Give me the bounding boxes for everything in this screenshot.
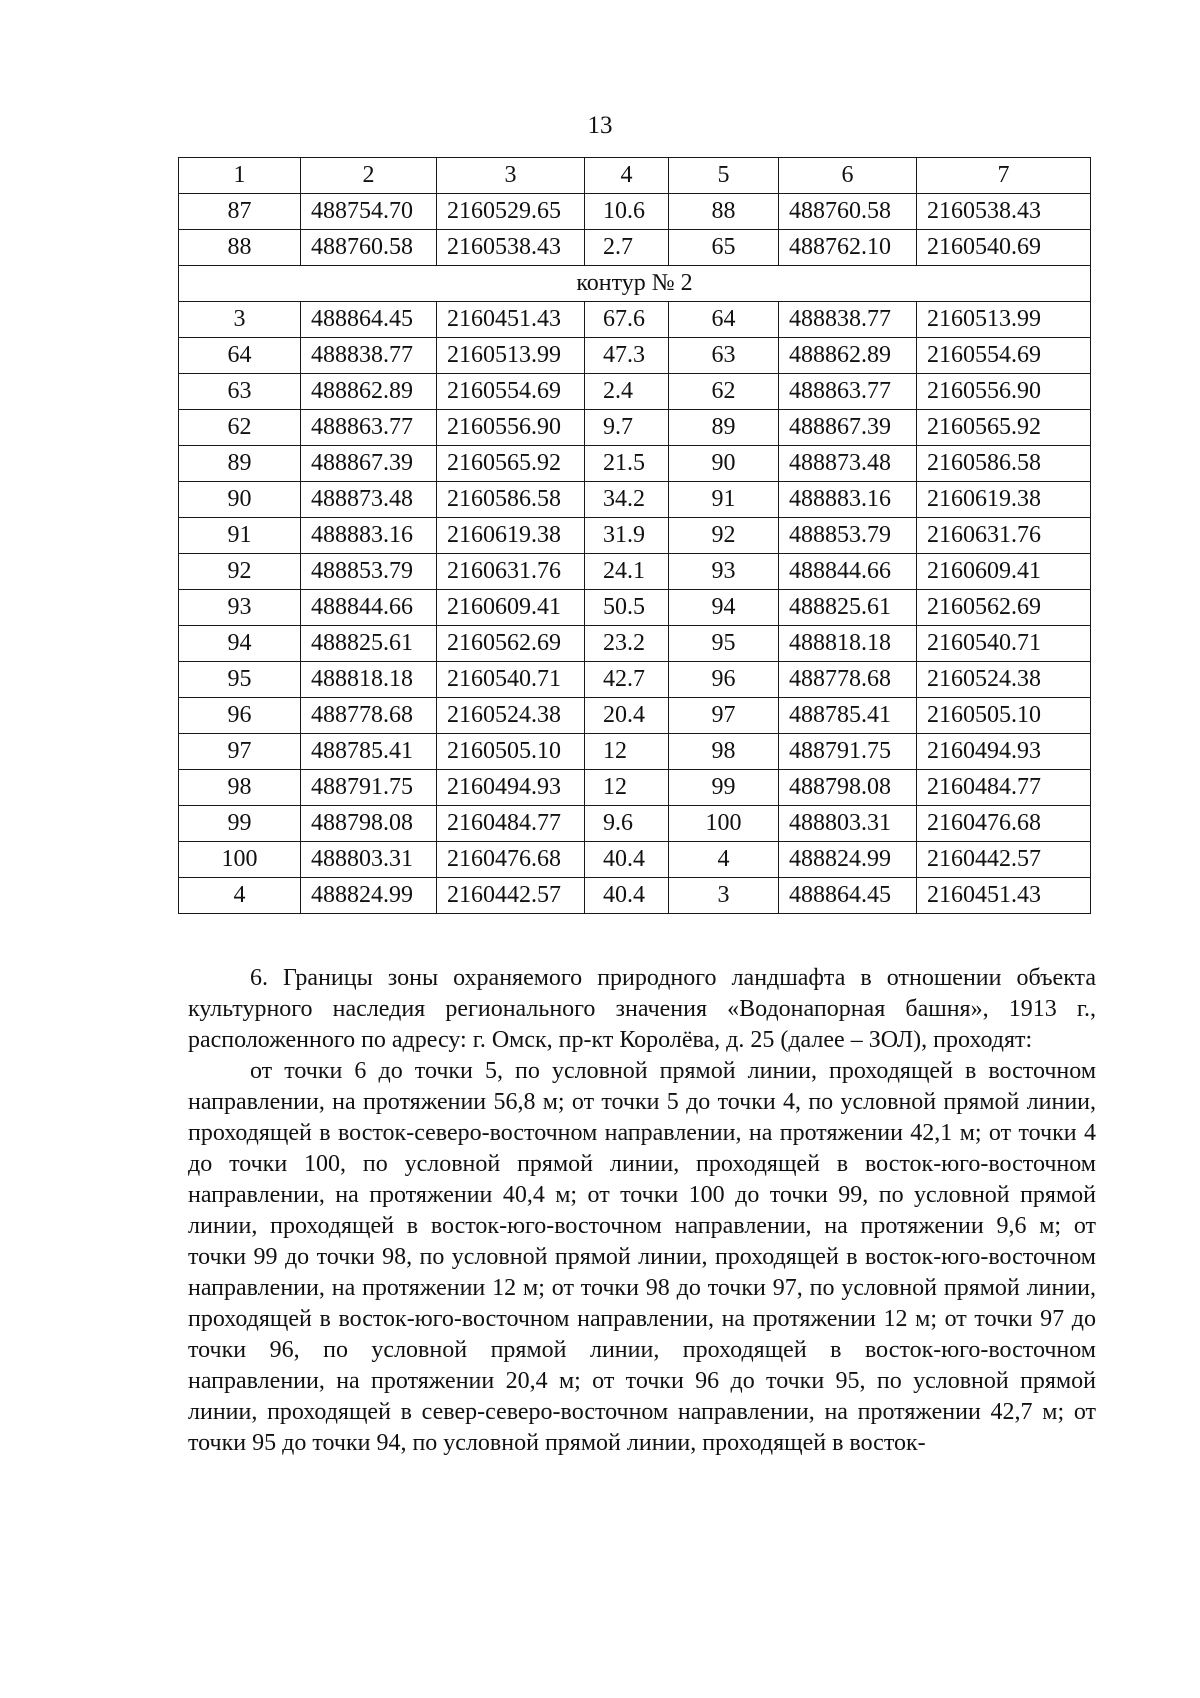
column-header: 3 [437,158,585,194]
table-row [179,590,1091,626]
table-cell: 23.2 [585,626,669,662]
table-cell: 97 [669,698,779,734]
table-cell: 88 [179,230,301,266]
table-row [179,410,1091,446]
table-body [179,158,1091,914]
table-cell: 488867.39 [301,446,437,482]
table-cell: 2160513.99 [437,338,585,374]
table-row [179,374,1091,410]
table-cell: 4 [179,878,301,914]
table-cell: 2160442.57 [437,878,585,914]
section-title: контур № 2 [179,266,1091,302]
table-cell: 3 [179,302,301,338]
table-cell: 488862.89 [779,338,917,374]
table-row [179,734,1091,770]
table-row [179,194,1091,230]
table-cell: 96 [179,698,301,734]
table-cell: 2160609.41 [917,554,1091,590]
table-cell: 67.6 [585,302,669,338]
table-cell: 10.6 [585,194,669,230]
table-cell: 2160540.69 [917,230,1091,266]
table-cell: 64 [179,338,301,374]
table-cell: 2160586.58 [437,482,585,518]
table-cell: 87 [179,194,301,230]
table-cell: 488824.99 [301,878,437,914]
table-cell: 488883.16 [779,482,917,518]
table-cell: 65 [669,230,779,266]
page-number: 13 [587,112,613,139]
table-cell: 64 [669,302,779,338]
table-cell: 88 [669,194,779,230]
table-cell: 99 [179,806,301,842]
table-cell: 2160494.93 [917,734,1091,770]
table-cell: 488818.18 [779,626,917,662]
table-cell: 2160484.77 [917,770,1091,806]
table-cell: 2160556.90 [437,410,585,446]
table-cell: 47.3 [585,338,669,374]
table-cell: 2160631.76 [437,554,585,590]
table-cell: 34.2 [585,482,669,518]
table-row [179,770,1091,806]
table-cell: 488825.61 [301,626,437,662]
table-cell: 2160524.38 [917,662,1091,698]
table-cell: 94 [669,590,779,626]
table-cell: 2160513.99 [917,302,1091,338]
table-cell: 2160538.43 [437,230,585,266]
paragraph-boundary-description: от точки 6 до точки 5, по условной прямой линии, проходящей в восточном направлении, на протяжении 56,8 м; от точки 5 до точки 4, по условной прямой линии, проходящей в восток-северо-восточном направлении, на протяжении 42,1 м; от точки 4 до точки 100, по условной прямой линии, проходящей в восток-юго-восточном направлении, на протяжении 40,4 м; от точки 100 до точки 99, по условной прямой линии, проходящей в восток-юго-восточном направлении, на протяжении 9,6 м; от точки 99 до точки 98, по условной прямой линии, проходящей в восток-юго-восточном направлении, на протяжении 12 м; от точки 98 до точки 97, по условной прямой линии, проходящей в восток-юго-восточном направлении, на протяжении 12 м; от точки 97 до точки 96, по условной прямой линии, проходящей в восток-юго-восточном направлении, на протяжении 20,4 м; от точки 96 до точки 95, по условной прямой линии, проходящей в север-северо-восточном направлении, на протяжении 42,7 м; от точки 95 до точки 94, по условной прямой линии, проходящей в восток- [188,1058,1096,1456]
table-cell: 63 [179,374,301,410]
table-cell: 89 [179,446,301,482]
table-cell: 2160631.76 [917,518,1091,554]
table-cell: 62 [669,374,779,410]
table-cell: 488883.16 [301,518,437,554]
column-header: 2 [301,158,437,194]
table-cell: 488778.68 [779,662,917,698]
table-cell: 488824.99 [779,842,917,878]
table-cell: 2160609.41 [437,590,585,626]
table-cell: 2160538.43 [917,194,1091,230]
table-cell: 93 [669,554,779,590]
table-cell: 63 [669,338,779,374]
table-row [179,338,1091,374]
table-cell: 9.7 [585,410,669,446]
table-cell: 2160562.69 [437,626,585,662]
table-cell: 9.6 [585,806,669,842]
table-cell: 90 [179,482,301,518]
table-cell: 2160540.71 [437,662,585,698]
table-row [179,662,1091,698]
table-cell: 2160529.65 [437,194,585,230]
table-cell: 2160540.71 [917,626,1091,662]
table-cell: 488803.31 [301,842,437,878]
table-cell: 488798.08 [301,806,437,842]
table-cell: 12 [585,770,669,806]
table-row [179,878,1091,914]
table-cell: 2160565.92 [917,410,1091,446]
table-row [179,302,1091,338]
table-cell: 4 [669,842,779,878]
table-cell: 2160451.43 [437,302,585,338]
table-cell: 92 [669,518,779,554]
table-row [179,698,1091,734]
table-cell: 488778.68 [301,698,437,734]
table-cell: 488760.58 [301,230,437,266]
table-cell: 2160586.58 [917,446,1091,482]
table-row [179,230,1091,266]
table-cell: 488798.08 [779,770,917,806]
column-header: 6 [779,158,917,194]
table-cell: 488762.10 [779,230,917,266]
table-cell: 62 [179,410,301,446]
table-cell: 488803.31 [779,806,917,842]
table-cell: 488791.75 [301,770,437,806]
table-cell: 94 [179,626,301,662]
table-cell: 21.5 [585,446,669,482]
table-cell: 40.4 [585,842,669,878]
table-cell: 488791.75 [779,734,917,770]
table-cell: 2160554.69 [437,374,585,410]
table-cell: 488867.39 [779,410,917,446]
table-cell: 99 [669,770,779,806]
table-cell: 31.9 [585,518,669,554]
table-cell: 488754.70 [301,194,437,230]
table-cell: 42.7 [585,662,669,698]
table-cell: 2160451.43 [917,878,1091,914]
table-header-row [179,158,1091,194]
table-cell: 488863.77 [779,374,917,410]
table-cell: 2160494.93 [437,770,585,806]
table-cell: 488853.79 [779,518,917,554]
table-cell: 2160484.77 [437,806,585,842]
table-cell: 2160619.38 [917,482,1091,518]
table-cell: 96 [669,662,779,698]
table-cell: 100 [669,806,779,842]
table-cell: 488785.41 [779,698,917,734]
table-cell: 2160476.68 [917,806,1091,842]
table-row [179,626,1091,662]
coordinates-table [178,157,1091,914]
table-cell: 91 [179,518,301,554]
table-cell: 488785.41 [301,734,437,770]
table-row [179,446,1091,482]
table-cell: 2160554.69 [917,338,1091,374]
table-cell: 2160619.38 [437,518,585,554]
table-cell: 91 [669,482,779,518]
paragraph-zone-boundaries: 6. Границы зоны охраняемого природного ландшафта в отношении объекта культурного наследия регионального значения «Водонапорная башня», 1913 г., расположенного по адресу: г. Омск, пр-кт Королёва, д. 25 (далее – ЗОЛ), проходят: [188,965,1096,1053]
table-cell: 2160556.90 [917,374,1091,410]
table-cell: 2160562.69 [917,590,1091,626]
table-cell: 89 [669,410,779,446]
table-cell: 2160505.10 [437,734,585,770]
table-cell: 2160524.38 [437,698,585,734]
table-cell: 488873.48 [779,446,917,482]
table-cell: 2160565.92 [437,446,585,482]
table-cell: 24.1 [585,554,669,590]
table-cell: 20.4 [585,698,669,734]
table-cell: 90 [669,446,779,482]
table-row [179,842,1091,878]
table-cell: 92 [179,554,301,590]
table-row [179,518,1091,554]
table-cell: 488838.77 [301,338,437,374]
table-cell: 98 [669,734,779,770]
table-cell: 12 [585,734,669,770]
table-cell: 488873.48 [301,482,437,518]
table-cell: 488864.45 [779,878,917,914]
table-cell: 488838.77 [779,302,917,338]
table-cell: 488853.79 [301,554,437,590]
table-cell: 488862.89 [301,374,437,410]
table-row [179,482,1091,518]
column-header: 7 [917,158,1091,194]
table-cell: 488864.45 [301,302,437,338]
column-header: 5 [669,158,779,194]
table-cell: 3 [669,878,779,914]
table-cell: 98 [179,770,301,806]
body-text [188,963,1096,1459]
table-cell: 100 [179,842,301,878]
table-cell: 2160505.10 [917,698,1091,734]
column-header: 1 [179,158,301,194]
table-cell: 40.4 [585,878,669,914]
column-header: 4 [585,158,669,194]
table-row [179,806,1091,842]
table-cell: 488818.18 [301,662,437,698]
table-cell: 2160442.57 [917,842,1091,878]
table-cell: 95 [669,626,779,662]
table-cell: 488825.61 [779,590,917,626]
table-cell: 2160476.68 [437,842,585,878]
table-cell: 95 [179,662,301,698]
table-row [179,554,1091,590]
table-cell: 2.4 [585,374,669,410]
table-cell: 50.5 [585,590,669,626]
table-cell: 2.7 [585,230,669,266]
table-cell: 488863.77 [301,410,437,446]
section-row [179,266,1091,302]
table-cell: 488760.58 [779,194,917,230]
table-cell: 488844.66 [301,590,437,626]
table-cell: 488844.66 [779,554,917,590]
table-cell: 97 [179,734,301,770]
table-cell: 93 [179,590,301,626]
